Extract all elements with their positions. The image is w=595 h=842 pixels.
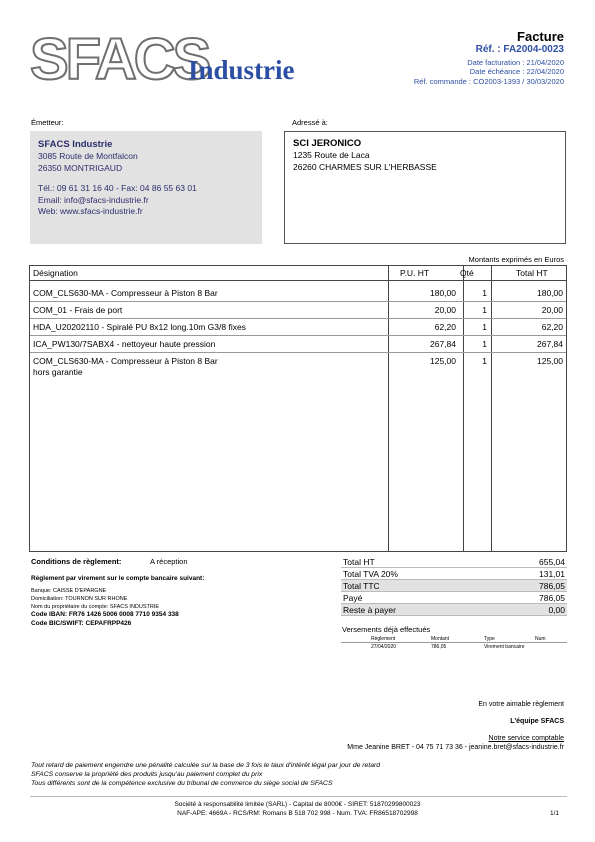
payments-title: Versements déjà effectués bbox=[342, 625, 431, 634]
logo-wordmark: SFACS bbox=[30, 27, 209, 92]
invoice-due-date: Date échéance : 22/04/2020 bbox=[469, 67, 564, 76]
totals-table bbox=[341, 556, 567, 616]
payments-header: Règlement Montant Type Num bbox=[341, 635, 567, 643]
bank-iban: Code IBAN: FR76 1426 5006 0008 7710 9354 338 bbox=[31, 611, 179, 618]
table-row: COM_CLS630-MA - Compresseur à Piston 8 Bar 180,00 1 180,00 bbox=[30, 285, 566, 302]
recipient-address2: 26260 CHARMES SUR L'HERBASSE bbox=[293, 161, 437, 172]
total-row: Total TTC 786,05 bbox=[343, 581, 565, 591]
invoice-reference: Réf. : FA2004-0023 bbox=[475, 44, 564, 55]
currency-note: Montants exprimés en Euros bbox=[468, 255, 564, 264]
recipient-box bbox=[284, 131, 566, 244]
closing-greeting: En votre aimable règlement bbox=[478, 701, 564, 708]
bank-domiciliation: Domiciliation: TOURNON SUR RHONE bbox=[31, 596, 128, 602]
table-row: ICA_PW130/7SABX4 - nettoyeur haute pression 267,84 1 267,84 bbox=[30, 336, 566, 353]
table-row: COM_CLS630-MA - Compresseur à Piston 8 Bar hors garantie 125,00 1 125,00 bbox=[33, 356, 563, 377]
footer-divider bbox=[30, 796, 567, 797]
header-total: Total HT bbox=[516, 268, 548, 278]
items-table bbox=[29, 265, 567, 552]
emitter-address1: 3085 Route de Montfalcon bbox=[38, 151, 138, 161]
legal-line-2: SFACS conserve la propriété des produits jusqu'au paiement complet du prix bbox=[31, 771, 263, 778]
header-unit-price: P.U. HT bbox=[400, 268, 430, 278]
total-row: Total TVA 20% 131,01 bbox=[343, 569, 565, 579]
bank-name: Banque: CAISSE D'EPARGNE bbox=[31, 588, 107, 594]
order-reference: Réf. commande : CO2003-1393 / 30/03/2020 bbox=[413, 77, 564, 86]
table-row: HDA_U20202110 - Spiralé PU 8x12 long.10m G3/8 fixes 62,20 1 62,20 bbox=[30, 319, 566, 336]
conditions-label: Conditions de règlement: bbox=[31, 557, 122, 566]
header-quantity: Qté bbox=[460, 268, 474, 278]
recipient-address1: 1235 Route de Laca bbox=[293, 150, 370, 160]
company-logo bbox=[30, 27, 320, 94]
legal-line-3: Tous différents sont de la compétence exclusive du tribunal de commerce du siège social de SFACS bbox=[31, 780, 333, 787]
emitter-web: Web: www.sfacs-industrie.fr bbox=[38, 206, 143, 216]
bank-owner: Nom du propriétaire du compte: SFACS INDUSTRIE bbox=[31, 604, 160, 610]
invoice-date: Date facturation : 21/04/2020 bbox=[467, 58, 564, 67]
legal-line-1: Tout retard de paiement engendre une pénalité calculée sur la base de 3 fois le taux d'intérêt légal par jour de retard bbox=[31, 762, 381, 769]
total-row: Total HT 655,04 bbox=[343, 557, 565, 567]
emitter-phone: Tél.: 09 61 31 16 40 - Fax: 04 86 55 63 01 bbox=[38, 183, 197, 193]
closing-service: Notre service comptable bbox=[488, 735, 564, 742]
table-row: COM_01 - Frais de port 20,00 1 20,00 bbox=[30, 302, 566, 319]
page-number: 1/1 bbox=[549, 810, 559, 817]
emitter-name: SFACS Industrie bbox=[38, 139, 113, 150]
total-row: Reste à payer 0,00 bbox=[343, 605, 565, 615]
footer-line-2: NAF-APE: 4669A - RCS/RM: Romans B 518 702 998 - Num. TVA: FR86518702998 bbox=[177, 810, 418, 817]
closing-contact: Mme Jeanine BRET - 04 75 71 73 36 - jeanine.bret@sfacs-industrie.fr bbox=[347, 744, 564, 751]
emitter-email: Email: info@sfacs-industrie.fr bbox=[38, 194, 149, 205]
header-designation: Désignation bbox=[33, 268, 78, 278]
payments-row: 27/04/2020 786,05 Virement bancaire bbox=[371, 644, 525, 650]
bank-title: Règlement par virement sur le compte bancaire suivant: bbox=[31, 575, 205, 582]
recipient-name: SCI JERONICO bbox=[293, 138, 362, 149]
total-row: Payé 786,05 bbox=[343, 593, 565, 603]
emitter-box bbox=[30, 131, 262, 244]
recipient-label: Adressé à: bbox=[292, 118, 328, 127]
emitter-address2: 26350 MONTRIGAUD bbox=[38, 162, 123, 173]
closing-team: L'équipe SFACS bbox=[510, 718, 564, 725]
invoice-title: Facture bbox=[517, 29, 564, 44]
emitter-label: Émetteur: bbox=[31, 118, 64, 127]
footer-line-1: Société à responsabilité limitée (SARL) - Capital de 8000€ - SIRET: 51870299800023 bbox=[174, 801, 421, 808]
bank-bic: Code BIC/SWIFT: CEPAFRPP426 bbox=[31, 620, 132, 627]
conditions-value: A réception bbox=[150, 557, 188, 566]
logo-suffix: Industrie bbox=[188, 55, 295, 85]
payments-table bbox=[341, 635, 567, 651]
